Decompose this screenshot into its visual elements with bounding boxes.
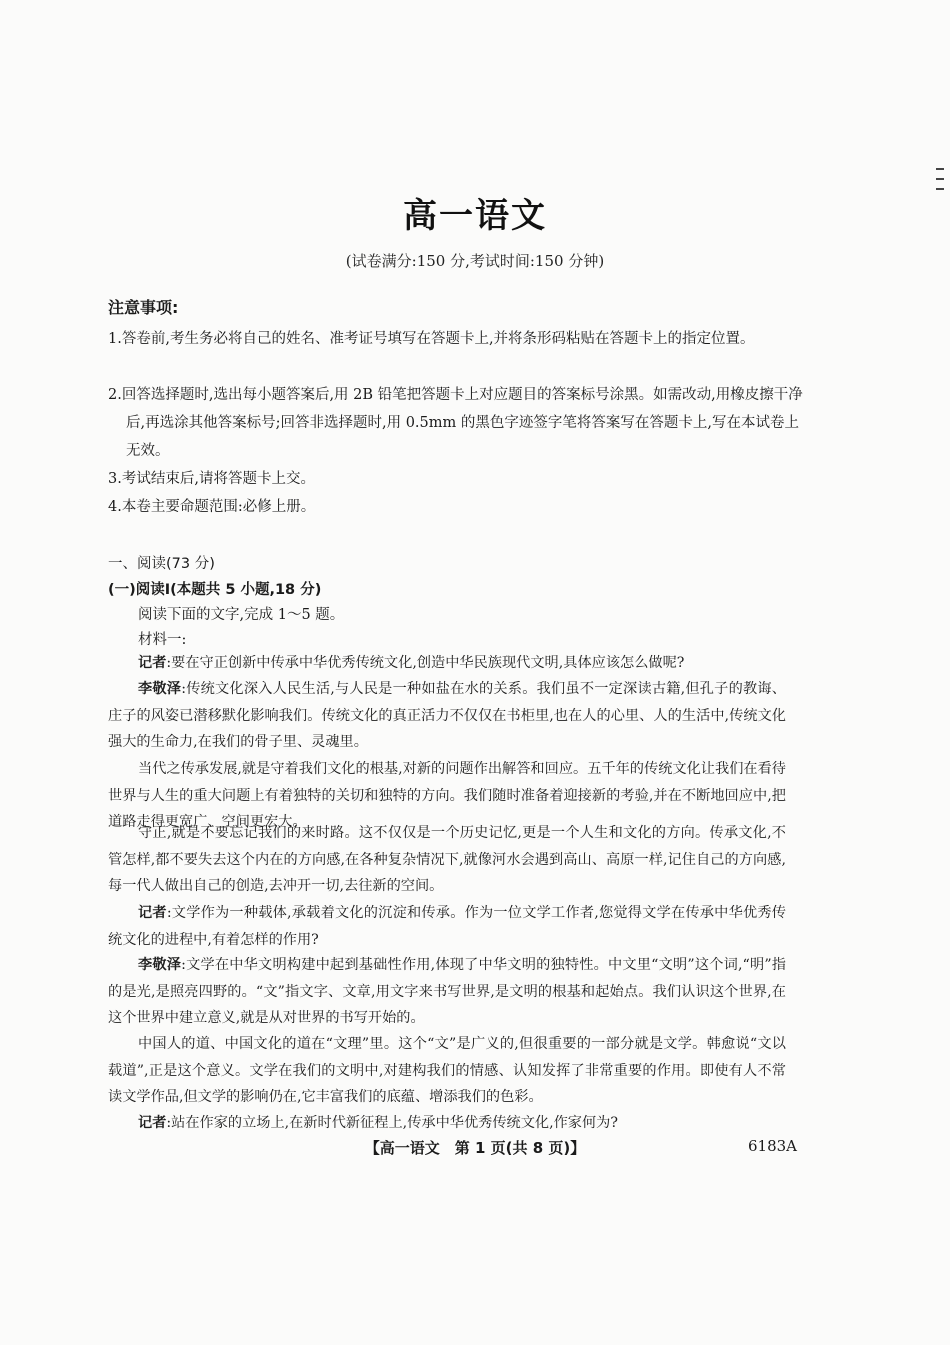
paragraph-text: 当代之传承发展,就是守着我们文化的根基,对新的问题作出解答和回应。五千年的传统文化让我们在看待世界与人生的重大问题上有着独特的关切和独特的方向。我们随时准备着迎接新的考验,并在不断地回应中,把道路走得更宽广、空间更宏大。 [108, 761, 786, 830]
page-title: 高一语文 [403, 196, 547, 236]
paragraph [108, 650, 786, 677]
paragraph-text: :文学作为一种载体,承载着文化的沉淀和传承。作为一位文学工作者,您觉得文学在传承中华优秀传统文化的进程中,有着怎样的作用? [108, 905, 786, 948]
paragraph [108, 820, 786, 900]
material-label: 材料一: [138, 632, 187, 648]
speaker: 李敬泽 [138, 681, 182, 697]
paragraph-text: :要在守正创新中传承中华优秀传统文化,创造中华民族现代文明,具体应该怎么做呢? [166, 655, 685, 671]
paragraph [108, 900, 786, 953]
notice-item-2: 2.回答选择题时,选出每小题答案后,用 2B 铅笔把答题卡上对应题目的答案标号涂黑。如需改动,用橡皮擦干净后,再选涂其他答案标号;回答非选择题时,用 0.5mm 的黑色字迹签字笔将答案写在答题卡上,写在本试卷上无效。 [108, 387, 803, 459]
speaker: 记者 [138, 1115, 167, 1131]
paragraph-text: :传统文化深入人民生活,与人民是一种如盐在水的关系。我们虽不一定深读古籍,但孔子的教诲、庄子的风姿已潜移默化影响我们。传统文化的真正活力不仅仅在书柜里,也在人的心里、人的生活中,传统文化强大的生命力,在我们的骨子里、灵魂里。 [108, 681, 786, 750]
notice-item-1: 1.答卷前,考生务必将自己的姓名、准考证号填写在答题卡上,并将条形码粘贴在答题卡上的指定位置。 [108, 331, 755, 347]
subsection-heading: (一)阅读Ⅰ(本题共 5 小题,18 分) [108, 582, 322, 598]
paragraph [108, 1110, 786, 1137]
section-heading: 一、阅读(73 分) [108, 556, 215, 572]
paragraph [108, 952, 786, 1032]
paragraph [108, 1031, 786, 1111]
speaker: 记者 [138, 905, 167, 921]
notice-heading: 注意事项: [108, 298, 179, 317]
notice-item-4: 4.本卷主要命题范围:必修上册。 [108, 499, 316, 515]
notice-item-3: 3.考试结束后,请将答题卡上交。 [108, 471, 315, 487]
paragraph-text: :站在作家的立场上,在新时代新征程上,传承中华优秀传统文化,作家何为? [166, 1115, 618, 1131]
paragraph-text: 守正,就是不要忘记我们的来时路。这不仅仅是一个历史记忆,更是一个人生和文化的方向。传承文化,不管怎样,都不要失去这个内在的方向感,在各种复杂情况下,就像河水会遇到高山、高原一样,记住自己的方向感,每一代人做出自己的创造,去冲开一切,去往新的空间。 [108, 825, 786, 894]
exam-code: 6183A [748, 1137, 798, 1155]
speaker: 记者 [138, 655, 167, 671]
exam-info: (试卷满分:150 分,考试时间:150 分钟) [345, 252, 605, 270]
paragraph-text: :文学在中华文明构建中起到基础性作用,体现了中华文明的独特性。中文里“文明”这个词,“明”指的是光,是照亮四野的。“文”指文字、文章,用文字来书写世界,是文明的根基和起始点。我们认识这个世界,在这个世界中建立意义,就是从对世界的书写开始的。 [108, 957, 786, 1026]
speaker: 李敬泽 [138, 957, 182, 973]
paragraph [108, 676, 786, 756]
instruction: 阅读下面的文字,完成 1～5 题。 [138, 607, 345, 623]
page-footer: 【高一语文 第 1 页(共 8 页)】 [364, 1139, 586, 1157]
paragraph-text: 中国人的道、中国文化的道在“文理”里。这个“文”是广义的,但很重要的一部分就是文学。韩愈说“文以载道”,正是这个意义。文学在我们的文明中,对建构我们的情感、认知发挥了非常重要的作用。即使有人不常读文学作品,但文学的影响仍在,它丰富我们的底蕴、增添我们的色彩。 [108, 1036, 786, 1105]
